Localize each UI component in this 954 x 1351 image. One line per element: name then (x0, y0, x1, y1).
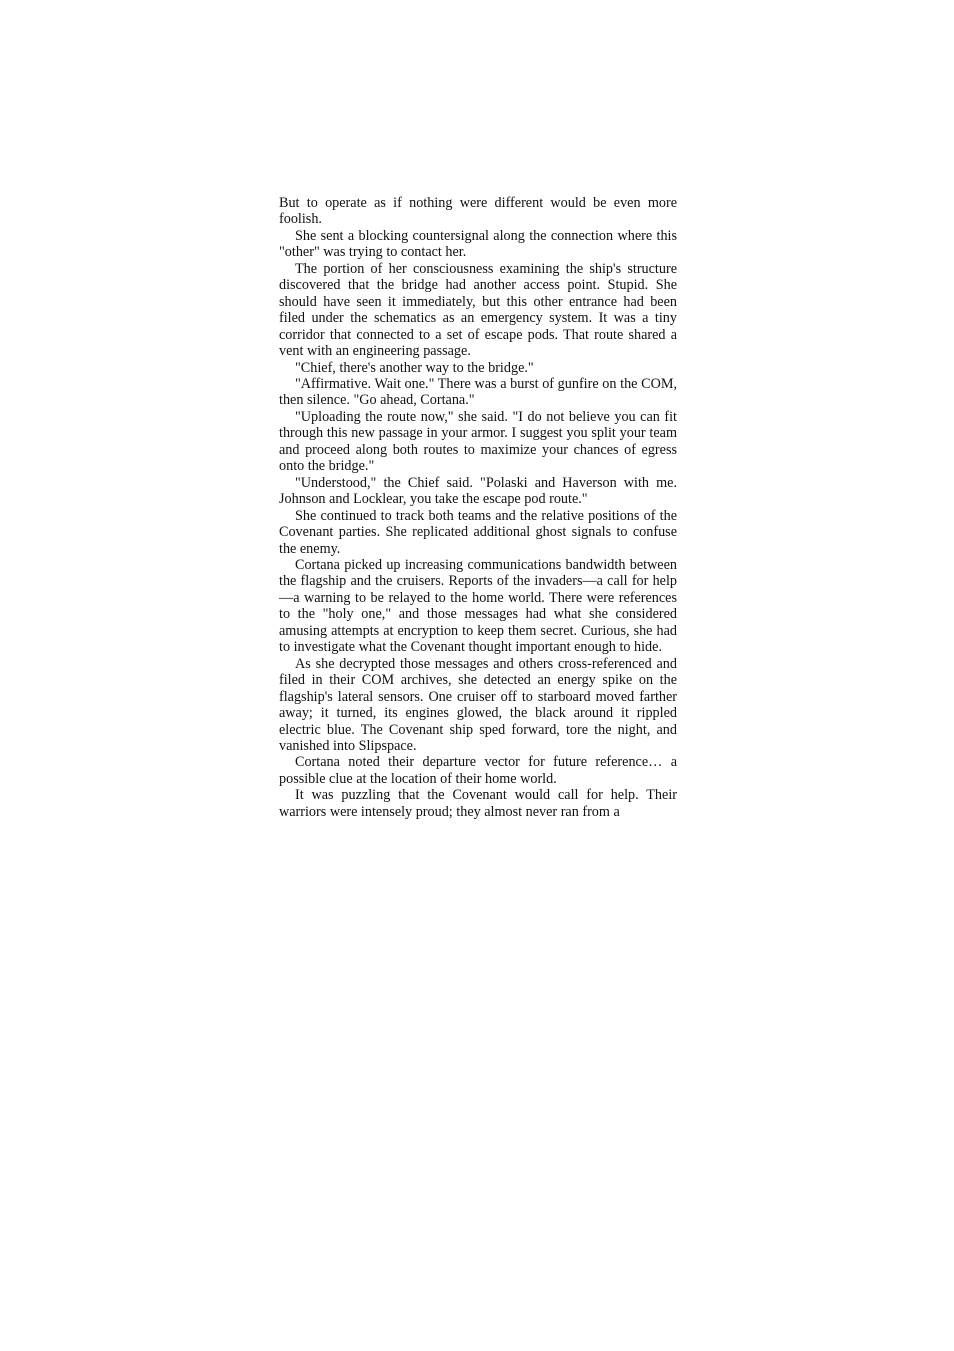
paragraph-8: She continued to track both teams and the relative positions of the Covenant parties. She replicated additional ghost signals to confuse the enemy. (279, 507, 677, 557)
paragraph-7: "Understood," the Chief said. "Polaski and Haverson with me. Johnson and Locklear, you take the escape pod route." (279, 474, 677, 508)
paragraph-1: But to operate as if nothing were different would be even more foolish. (279, 195, 677, 228)
paragraph-3: The portion of her consciousness examining the ship's structure discovered that the bridge had another access point. Stupid. She should have seen it immediately, but this other entrance had been filed under the schematics as an emergency system. It was a tiny corridor that connected to a set of escape pods. That route shared a vent with an engineering passage. (279, 260, 677, 360)
paragraph-9: Cortana picked up increasing communications bandwidth between the flagship and the cruisers. Reports of the invaders—a call for help—a warning to be relayed to the home world. There were references to the "holy one," and those messages had what she considered amusing attempts at encryption to keep them secret. Curious, she had to investigate what the Covenant thought important enough to hide. (279, 556, 677, 656)
paragraph-12: It was puzzling that the Covenant would call for help. Their warriors were intensely proud; they almost never ran from a (279, 787, 677, 820)
paragraph-2: She sent a blocking countersignal along the connection where this "other" was trying to contact her. (279, 227, 677, 261)
paragraph-10: As she decrypted those messages and others cross-referenced and filed in their COM archives, she detected an energy spike on the flagship's lateral sensors. One cruiser off to starboard moved farther away; it turned, its engines glowed, the black around it rippled electric blue. The Covenant ship sped forward, tore the night, and vanished into Slipspace. (279, 655, 677, 754)
paragraph-4: "Chief, there's another way to the bridge." (295, 359, 534, 376)
paragraph-6: "Uploading the route now," she said. "I do not believe you can fit through this new passage in your armor. I suggest you split your team and proceed along both routes to maximize your chances of egress onto the bridge." (279, 408, 677, 475)
paragraph-5: "Affirmative. Wait one." There was a burst of gunfire on the COM, then silence. "Go ahead, Cortana." (279, 375, 677, 409)
paragraph-11: Cortana noted their departure vector for future reference… a possible clue at the location of their home world. (279, 754, 677, 787)
book-page (279, 195, 677, 820)
